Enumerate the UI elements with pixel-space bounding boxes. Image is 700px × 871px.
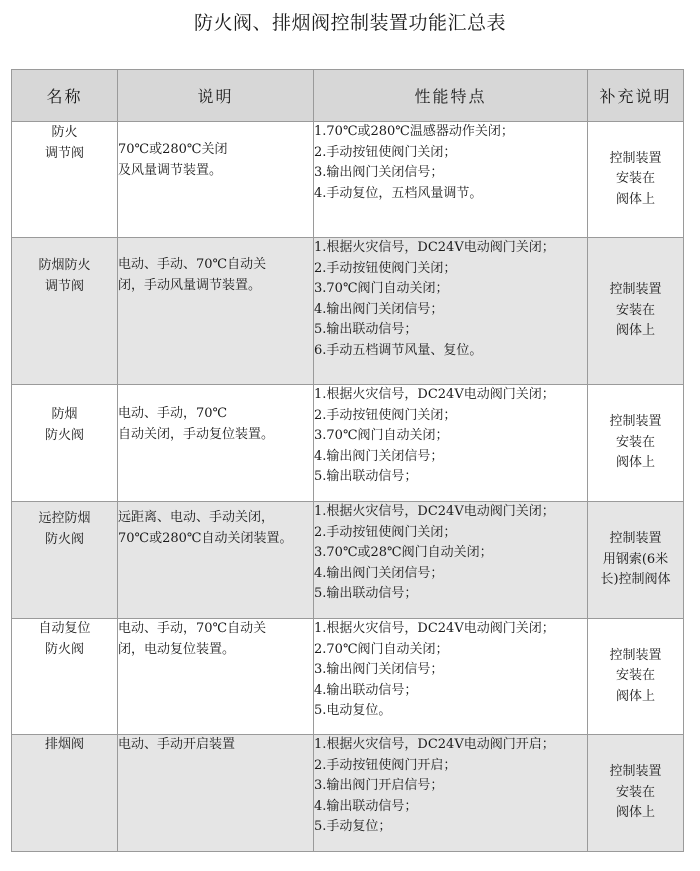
feature-item: 3.70℃阀门自动关闭； [314, 428, 449, 443]
supplement-line: 安装在 [615, 171, 655, 187]
row-description-cell [118, 385, 314, 502]
row-name-line: 排烟阀 [44, 737, 84, 752]
row-name-cell [12, 238, 118, 385]
feature-item: 5.输出联动信号； [314, 322, 418, 337]
row-description-cell [118, 735, 314, 852]
feature-item: 5.输出联动信号； [314, 586, 418, 601]
supplement-line: 阀体上 [615, 688, 655, 704]
supplement-line: 长)控制阀体 [600, 572, 671, 588]
supplement-line: 阀体上 [615, 455, 655, 471]
row-description-line: 70℃或280℃自动关闭装置。 [118, 530, 293, 546]
feature-item: 3.输出阀门开启信号； [314, 778, 444, 793]
row-features-cell [314, 238, 588, 385]
table-row [12, 735, 684, 852]
supplement-line: 阀体上 [615, 805, 655, 821]
feature-item: 6.手动五档调节风量、复位。 [314, 342, 483, 358]
row-description-cell [118, 502, 314, 619]
table-row [12, 238, 684, 385]
feature-item: 4.输出阀门关闭信号； [314, 565, 444, 581]
supplement-line: 用钢索(6米 [602, 551, 669, 567]
header-features: 性能特点 [314, 70, 588, 122]
table-row [12, 619, 684, 735]
table-header-row [12, 70, 684, 122]
feature-item: 1.根据火灾信号，DC24V电动阀门关闭； [314, 240, 555, 255]
supplement-line: 控制装置 [609, 282, 662, 298]
row-name-line: 防火阀 [44, 427, 84, 443]
valve-control-table [11, 69, 684, 852]
row-name-line: 防烟 [51, 407, 78, 422]
feature-item: 2.手动按钮使阀门关闭； [314, 144, 457, 160]
supplement-line: 控制装置 [609, 531, 662, 547]
row-supplement-cell [588, 735, 684, 852]
supplement-line: 控制装置 [609, 647, 662, 663]
row-description-line: 70℃或280℃关闭 [118, 142, 228, 157]
page-title: 防火阀、排烟阀控制装置功能汇总表 [193, 12, 506, 34]
row-description-line: 电动、手动开启装置 [118, 737, 236, 752]
feature-item: 2.手动按钮使阀门关闭； [314, 407, 457, 423]
row-features-cell [314, 619, 588, 735]
header-supplement: 补充说明 [588, 70, 684, 122]
row-name-line: 防火阀 [44, 531, 84, 547]
row-name-cell [12, 619, 118, 735]
feature-item: 1.根据火灾信号，DC24V电动阀门关闭； [314, 387, 555, 402]
row-description-line: 电动、手动，70℃自动关 [118, 621, 267, 636]
row-features-cell [314, 385, 588, 502]
feature-item: 4.输出阀门关闭信号； [314, 301, 444, 317]
row-supplement-cell [588, 619, 684, 735]
table-row [12, 502, 684, 619]
row-description-cell [118, 238, 314, 385]
feature-item: 5.手动复位； [314, 819, 392, 834]
row-name-line: 防火阀 [44, 641, 84, 657]
row-features-cell [314, 735, 588, 852]
row-name-cell [12, 502, 118, 619]
row-features-cell [314, 502, 588, 619]
row-supplement-cell [588, 385, 684, 502]
feature-item: 2.手动按钮使阀门关闭； [314, 260, 457, 276]
row-description-line: 电动、手动，70℃ [118, 406, 228, 421]
row-description-cell [118, 619, 314, 735]
feature-item: 3.70℃阀门自动关闭； [314, 281, 449, 296]
feature-item: 5.输出联动信号； [314, 469, 418, 484]
row-description-line: 电动、手动、70℃自动关 [118, 257, 267, 272]
feature-item: 1.根据火灾信号，DC24V电动阀门关闭； [314, 621, 555, 636]
row-name-line: 远控防烟 [38, 511, 91, 526]
feature-item: 2.70℃阀门自动关闭； [314, 641, 449, 657]
row-supplement-cell [588, 238, 684, 385]
feature-item: 5.电动复位。 [314, 703, 392, 718]
feature-item: 1.70℃或280℃温感器动作关闭； [314, 124, 514, 139]
supplement-line: 控制装置 [609, 764, 662, 780]
row-name-line: 自动复位 [38, 621, 91, 636]
feature-item: 3.输出阀门关闭信号； [314, 165, 444, 180]
feature-item: 2.手动按钮使阀门开启； [314, 757, 457, 773]
table-row [12, 122, 684, 238]
supplement-line: 安装在 [615, 784, 655, 800]
supplement-line: 安装在 [615, 302, 655, 318]
feature-item: 1.根据火灾信号，DC24V电动阀门关闭； [314, 504, 555, 519]
header-description: 说明 [118, 70, 314, 122]
feature-item: 2.手动按钮使阀门关闭； [314, 524, 457, 540]
row-description-line: 自动关闭，手动复位装置。 [118, 426, 275, 442]
row-name-line: 调节阀 [44, 278, 84, 294]
table-row [12, 385, 684, 502]
row-supplement-cell [588, 502, 684, 619]
row-features-cell [314, 122, 588, 238]
feature-item: 4.输出联动信号； [314, 798, 418, 814]
row-name-cell [12, 385, 118, 502]
supplement-line: 阀体上 [615, 323, 655, 339]
supplement-line: 控制装置 [609, 150, 662, 166]
row-name-line: 调节阀 [44, 145, 84, 161]
row-name-cell [12, 735, 118, 852]
feature-item: 4.输出联动信号； [314, 682, 418, 698]
feature-item: 3.70℃或28℃阀门自动关闭； [314, 545, 493, 560]
row-name-cell [12, 122, 118, 238]
row-name-line: 防火 [51, 125, 78, 140]
feature-item: 4.输出阀门关闭信号； [314, 448, 444, 464]
supplement-line: 阀体上 [615, 191, 655, 207]
row-supplement-cell [588, 122, 684, 238]
row-description-line: 及风量调节装置。 [118, 162, 223, 178]
supplement-line: 控制装置 [609, 414, 662, 430]
feature-item: 4.手动复位，五档风量调节。 [314, 185, 483, 201]
feature-item: 1.根据火灾信号，DC24V电动阀门开启； [314, 737, 555, 752]
row-description-cell [118, 122, 314, 238]
header-name: 名称 [12, 70, 118, 122]
row-description-line: 远距离、电动、手动关闭， [118, 510, 275, 525]
row-description-line: 闭，电动复位装置。 [118, 641, 236, 657]
row-description-line: 闭，手动风量调节装置。 [118, 277, 262, 293]
supplement-line: 安装在 [615, 434, 655, 450]
row-name-line: 防烟防火 [38, 258, 91, 273]
feature-item: 3.输出阀门关闭信号； [314, 662, 444, 677]
supplement-line: 安装在 [615, 668, 655, 684]
